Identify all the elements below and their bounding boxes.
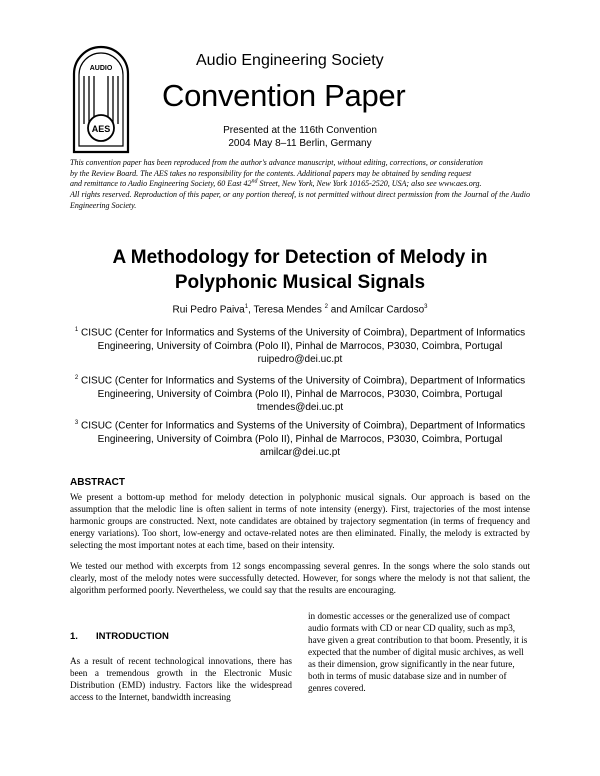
notice-line: and remittance to Audio Engineering Society, 60 East 42nd Street, New York, New York 10165-2520, USA; also see www.aes.org. <box>70 178 482 189</box>
author-name: Teresa Mendes <box>253 304 325 316</box>
reproduction-notice <box>70 158 530 211</box>
doc-type: Convention Paper <box>162 78 406 113</box>
intro-text-left: As a result of recent technological innovations, there has been a tremendous growth in the Electronic Music Distribution (EMD) industry. Factors like the widespread access to the Internet, bandwidth increasing <box>70 656 292 702</box>
logo-bottom-text: AES <box>91 124 111 134</box>
author-email: amilcar@dei.uc.pt <box>259 447 341 459</box>
section-heading: 1. INTRODUCTION <box>70 631 169 642</box>
notice-line: by the Review Board. The AES takes no responsibility for the contents. Additional papers may be obtained by sending request <box>70 168 472 178</box>
paper-title: A Methodology for Detection of Melody in Polyphonic Musical Signals <box>112 247 488 293</box>
logo-top-text: AUDIO <box>89 65 113 72</box>
author-list: Rui Pedro Paiva$^1$, Teresa Mendes $^2$ and Amílcar Cardoso$^3$ <box>172 304 428 316</box>
org-name: Audio Engineering Society <box>196 52 384 69</box>
notice-line: This convention paper has been reproduced from the author's advance manuscript, without editing, corrections, or consideration <box>70 158 483 167</box>
affiliation: $^1$ CISUC (Center for Informatics and Systems of the University of Coimbra), Department of Informatics Engineering, University of Coimbra (Polo II), Pinhal de Marrocos, P3030, Coimbra, Portugal ruipedro@dei.uc.pt <box>70 326 530 367</box>
intro-text-right: in domestic accesses or the generalized use of compact audio formats with CD or near CD quality, such as mp3, have given a great contribution to that boom. Presently, it is expected that the number of digital music archives, as well as their dimension, grow significantly in the near future, both in terms of music database size and in number of genres covered. <box>308 611 528 693</box>
author-name: Rui Pedro Paiva <box>172 304 245 316</box>
author-name: Amílcar Cardoso <box>349 304 425 316</box>
affiliation: $^3$ CISUC (Center for Informatics and Systems of the University of Coimbra), Department of Informatics Engineering, University of Coimbra (Polo II), Pinhal de Marrocos, P3030, Coimbra, Portugal amilcar@dei.uc.pt <box>70 419 530 460</box>
date-location: 2004 May 8–11 Berlin, Germany <box>228 138 372 149</box>
author-email: ruipedro@dei.uc.pt <box>257 354 343 366</box>
abstract-paragraph: We tested our method with excerpts from 12 songs encompassing several genres. In the songs where the solo stands out clearly, most of the melody notes were successfully detected. However, for songs where the melody is not that salient, the algorithm performed poorly. Nevertheless, we could say that the results are encouraging. <box>70 561 530 595</box>
author-email: tmendes@dei.uc.pt <box>256 402 344 414</box>
abstract-heading: ABSTRACT <box>70 477 125 488</box>
presented-at: Presented at the 116th Convention <box>223 125 377 136</box>
notice-line: All rights reserved. Reproduction of this paper, or any portion thereof, is not permitted without direct permission from the Journal of the Audio Engineering Society. <box>70 189 530 210</box>
abstract-paragraph: We present a bottom-up method for melody detection in polyphonic musical signals. Our approach is based on the assumption that the melodic line is often salient in terms of note intensity (energy). First, trajectories of the most intense harmonic groups are constructed. Next, note candidates are obtained by trajectory segmentation (in terms of frequency and energy variations). Too short, low-energy and octave-related notes are then eliminated. Finally, the melody is extracted by selecting the most important notes at each time, based on their intensity. <box>70 492 530 550</box>
affiliation: $^2$ CISUC (Center for Informatics and Systems of the University of Coimbra), Department of Informatics Engineering, University of Coimbra (Polo II), Pinhal de Marrocos, P3030, Coimbra, Portugal tmendes@dei.uc.pt <box>70 374 530 415</box>
